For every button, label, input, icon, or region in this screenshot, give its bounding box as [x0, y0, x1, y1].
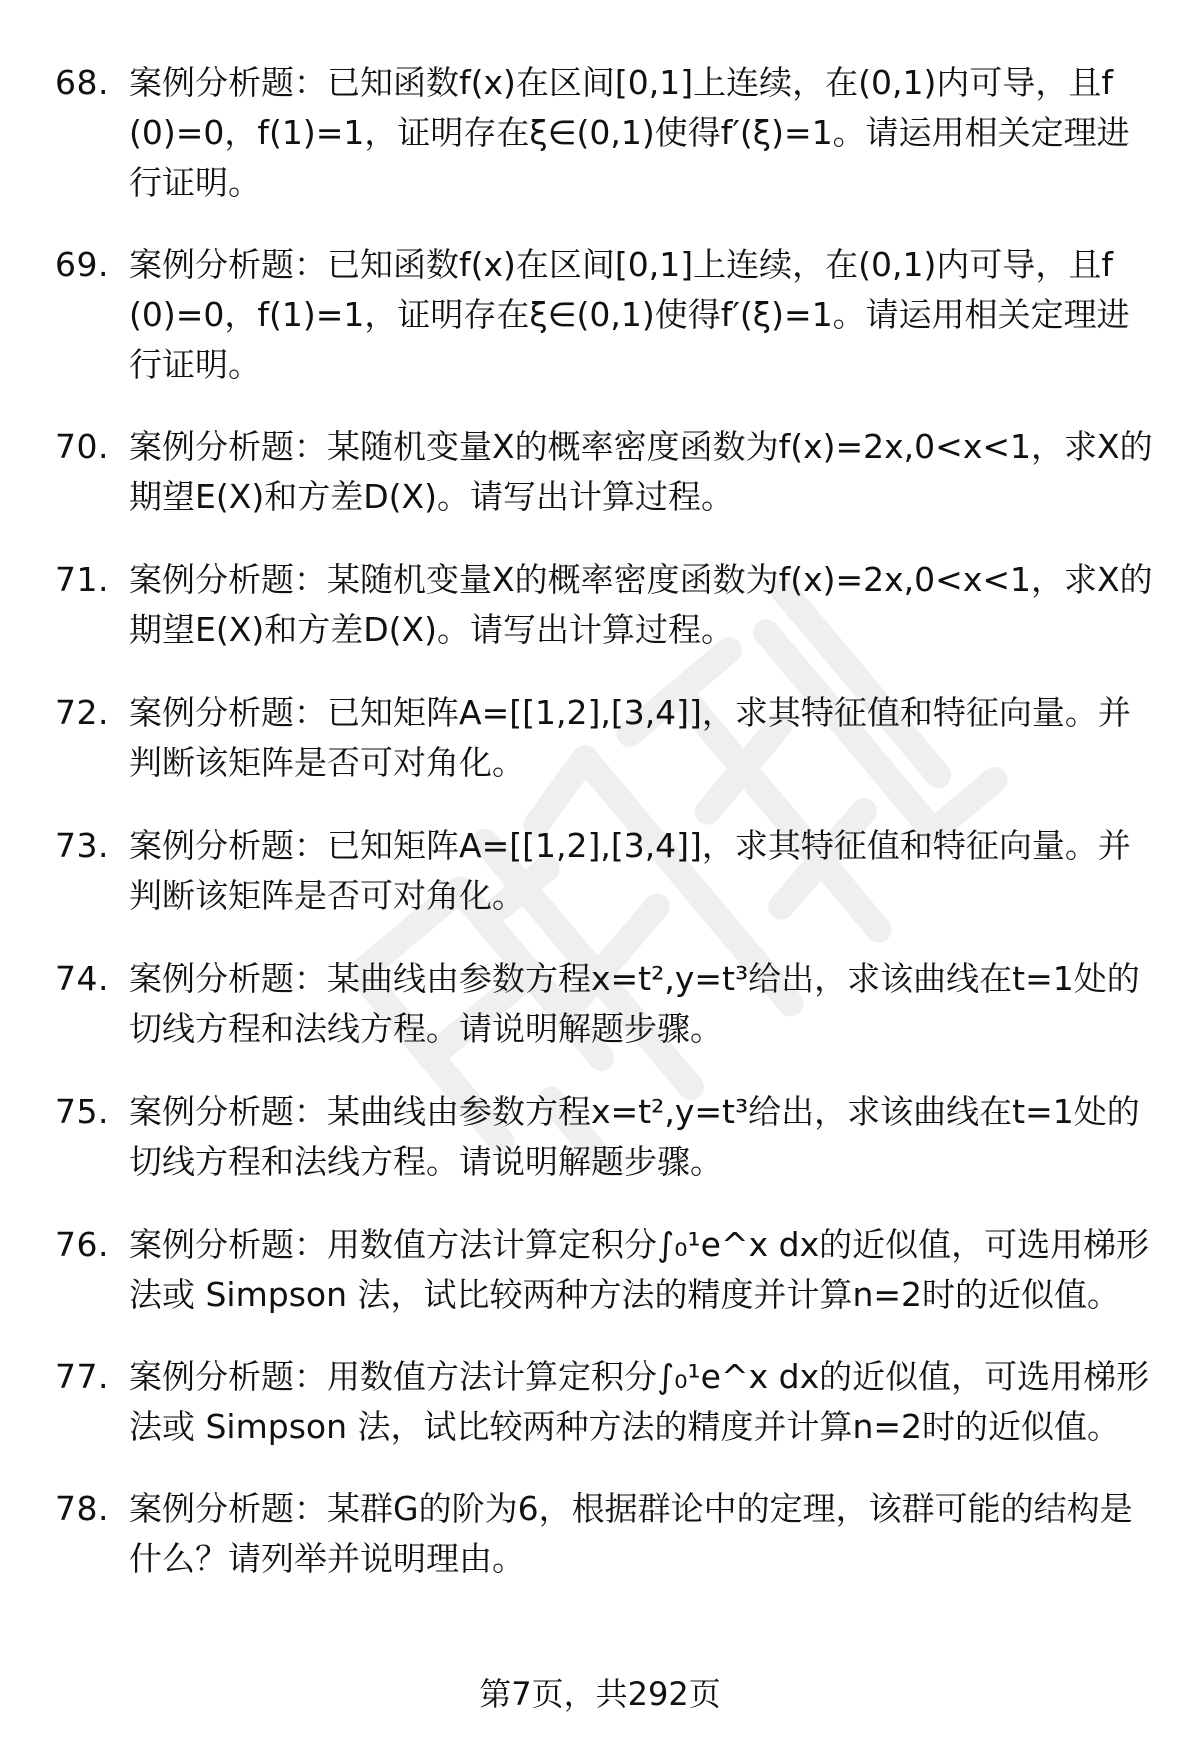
question-item	[55, 240, 1155, 390]
question-item	[55, 821, 1155, 921]
question-text: 案例分析题：某曲线由参数方程x=t²,y=t³给出，求该曲线在t=1处的切线方程和法线方程。请说明解题步骤。	[129, 959, 1140, 1048]
question-text: 案例分析题：已知函数f(x)在区间[0,1]上连续，在(0,1)内可导，且f(0)=0，f(1)=1，证明存在ξ∈(0,1)使得f′(ξ)=1。请运用相关定理进行证明。	[129, 245, 1130, 384]
question-text: 案例分析题：已知矩阵A=[[1,2],[3,4]]，求其特征值和特征向量。并判断该矩阵是否可对角化。	[129, 826, 1131, 915]
question-number: 70.	[55, 427, 109, 466]
question-item	[55, 1087, 1155, 1187]
question-number: 77.	[55, 1357, 109, 1396]
question-item	[55, 1352, 1155, 1452]
question-item	[55, 1220, 1155, 1320]
question-number: 71.	[55, 560, 109, 599]
question-number: 68.	[55, 63, 109, 102]
question-item	[55, 555, 1155, 655]
question-item	[55, 422, 1155, 522]
question-text: 案例分析题：某群G的阶为6，根据群论中的定理，该群可能的结构是什么？请列举并说明理由。	[129, 1489, 1133, 1578]
question-text: 案例分析题：用数值方法计算定积分∫₀¹e^x dx的近似值，可选用梯形法或 Simpson 法，试比较两种方法的精度并计算n=2时的近似值。	[129, 1357, 1150, 1446]
question-number: 78.	[55, 1489, 109, 1528]
question-number: 75.	[55, 1092, 109, 1131]
question-text: 案例分析题：某曲线由参数方程x=t²,y=t³给出，求该曲线在t=1处的切线方程和法线方程。请说明解题步骤。	[129, 1092, 1140, 1181]
question-text: 案例分析题：某随机变量X的概率密度函数为f(x)=2x,0<x<1，求X的期望E(X)和方差D(X)。请写出计算过程。	[129, 560, 1153, 649]
question-number: 73.	[55, 826, 109, 865]
question-text: 案例分析题：某随机变量X的概率密度函数为f(x)=2x,0<x<1，求X的期望E(X)和方差D(X)。请写出计算过程。	[129, 427, 1153, 516]
page-number-footer: 第7页，共292页	[479, 1675, 721, 1713]
question-text: 案例分析题：已知函数f(x)在区间[0,1]上连续，在(0,1)内可导，且f(0)=0，f(1)=1，证明存在ξ∈(0,1)使得f′(ξ)=1。请运用相关定理进行证明。	[129, 63, 1130, 202]
question-text: 案例分析题：已知矩阵A=[[1,2],[3,4]]，求其特征值和特征向量。并判断该矩阵是否可对角化。	[129, 693, 1131, 782]
question-number: 72.	[55, 693, 109, 732]
question-list	[55, 58, 1155, 1584]
question-number: 76.	[55, 1225, 109, 1264]
question-item	[55, 954, 1155, 1054]
question-item	[55, 1484, 1155, 1584]
question-number: 69.	[55, 245, 109, 284]
question-item	[55, 688, 1155, 788]
question-text: 案例分析题：用数值方法计算定积分∫₀¹e^x dx的近似值，可选用梯形法或 Simpson 法，试比较两种方法的精度并计算n=2时的近似值。	[129, 1225, 1150, 1314]
question-item	[55, 58, 1155, 208]
question-number: 74.	[55, 959, 109, 998]
